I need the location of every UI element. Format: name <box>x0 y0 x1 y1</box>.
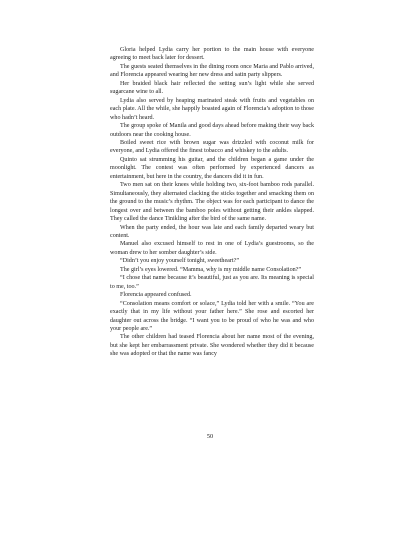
paragraph: The group spoke of Manila and good days ahead before making their way back outdoors near the cooking house. <box>110 123 314 138</box>
paragraph: Lydia also served by heaping marinated steak with fruits and vegetables on each plate. All the while, she happily boasted again of Florencia’s adoption to those who hadn’t heard. <box>110 97 314 121</box>
paragraph: “I chose that name because it’s beautiful, just as you are. Its meaning is special to me, too.” <box>110 275 314 290</box>
paragraph: Her braided black hair reflected the setting sun’s light while she served sugarcane wine to all. <box>110 80 314 96</box>
paragraph: Quinto sat strumming his guitar, and the children began a game under the moonlight. The contest was often performed by experienced dancers as entertainment, but here in the country, the dancers did it in fun. <box>110 156 314 180</box>
paragraph: The guests seated themselves in the dining room once Maria and Pablo arrived, and Florencia appeared wearing her new dress and satin party slippers. <box>110 63 314 79</box>
paragraph: Manuel also excused himself to rest in one of Lydia’s guestrooms, so the woman drew to her somber daughter’s side. <box>110 241 314 256</box>
paragraph: Two men sat on their knees while holding two, six-foot bamboo rods parallel. Simultaneously, they alternated clacking the sticks together and smacking them on the ground to the music’s rhythm. The object was for each participant to dance the longest over and between the bamboo poles without getting their ankles slapped. They called the dance Tinikling after the bird of the same name. <box>110 182 314 223</box>
paragraph: The other children had teased Florencia about her name most of the evening, but she kept her embarrassment private. She wondered whether they did it because she was adopted or that the name was fancy <box>110 334 314 358</box>
paragraph: Florencia appeared confused. <box>120 292 192 299</box>
paragraph: When the party ended, the hour was late and each family departed weary but content. <box>110 224 314 239</box>
paragraph: Boiled sweet rice with brown sugar was drizzled with coconut milk for everyone, and Lydia offered the finest tobacco and whiskey to the adults. <box>110 139 314 155</box>
paragraph: “Consolation means comfort or solace,” Lydia told her with a smile. “You are exactly that in my life without your father here.” She rose and escorted her daughter out across the bridge. “I want you to be proud of who he was and who your people are.” <box>110 300 314 332</box>
page-number: 50 <box>206 433 214 440</box>
body-text <box>110 46 314 359</box>
paragraph: The girl’s eyes lowered. “Mamma, why is my middle name Consolation?” <box>120 266 302 273</box>
paragraph: Gloria helped Lydia carry her portion to the main house with everyone agreeing to meet back later for dessert. <box>110 47 314 62</box>
paragraph: “Didn’t you enjoy yourself tonight, sweetheart?” <box>120 258 240 265</box>
